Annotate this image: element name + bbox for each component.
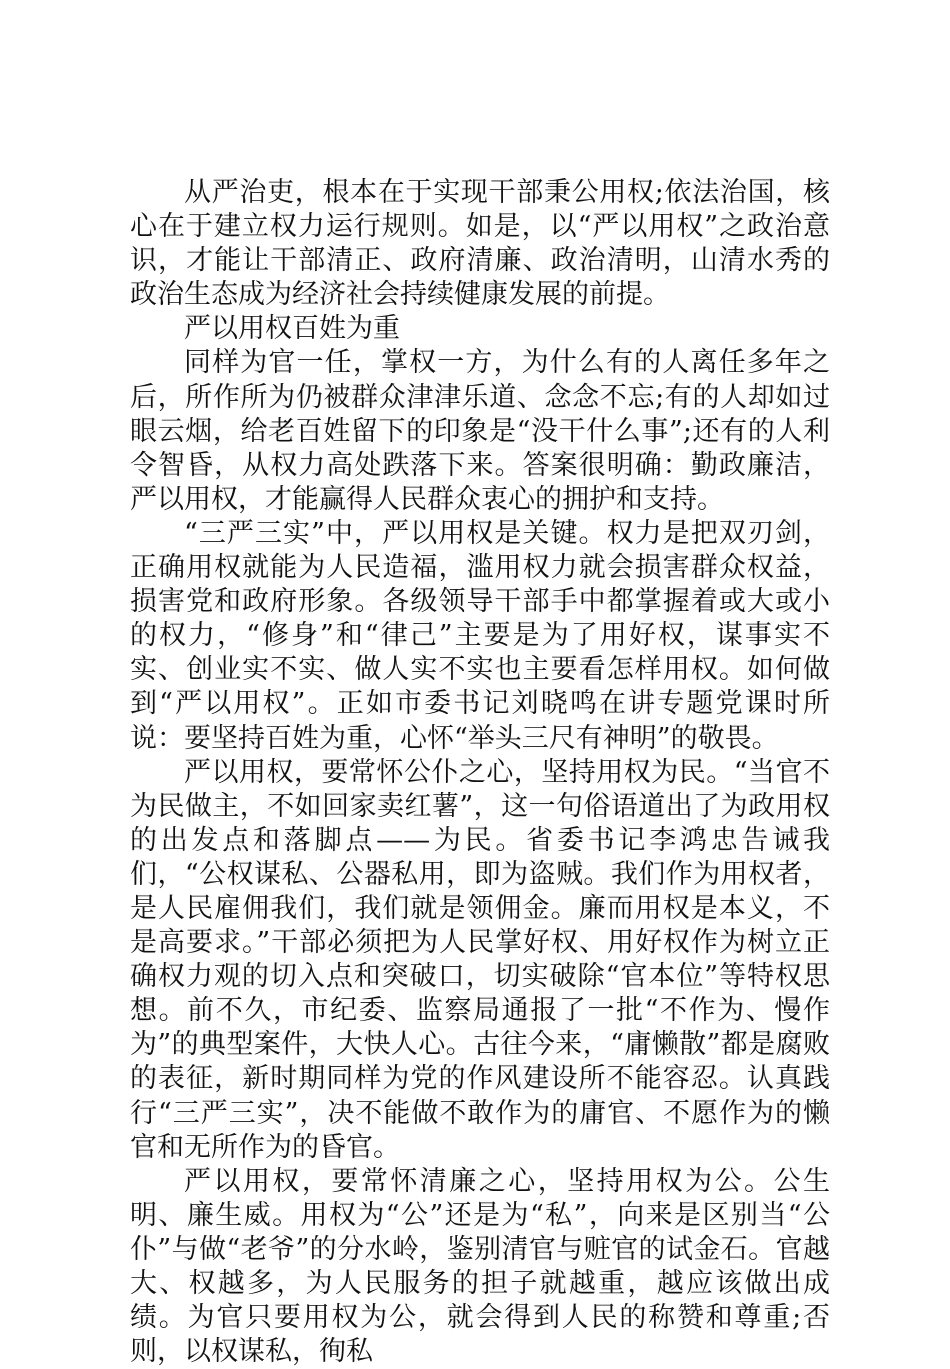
paragraph-intro: 从严治吏，根本在于实现干部秉公用权;依法治国，核心在于建立权力运行规则。如是，以“严以用权”之政治意识，才能让干部清正、政府清廉、政治清明，山清水秀的政治生态成为经济社会持续健康发展的前提。: [130, 177, 830, 311]
document-body: [130, 176, 830, 1369]
paragraph-serve-people: 严以用权，要常怀公仆之心，坚持用权为民。“当官不为民做主，不如回家卖红薯”，这一句俗语道出了为政用权的出发点和落脚点——为民。省委书记李鸿忠告诫我们，“公权谋私、公器私用，即为盗贼。我们作为用权者，是人民雇佣我们，我们就是领佣金。廉而用权是本义，不是高要求。”干部必须把为人民掌好权、用好权作为树立正确权力观的切入点和突破口，切实破除“官本位”等特权思想。前不久，市纪委、监察局通报了一批“不作为、慢作为”的典型案件，大快人心。古往今来，“庸懒散”都是腐败的表征，新时期同样为党的作风建设所不能容忍。认真践行“三严三实”，决不能做不敢作为的庸官、不愿作为的懒官和无所作为的昏官。: [130, 756, 830, 1163]
paragraph-integrity: 严以用权，要常怀清廉之心，坚持用权为公。公生明、廉生威。用权为“公”还是为“私”，向来是区别当“公仆”与做“老爷”的分水岭，鉴别清官与赃官的试金石。官越大、权越多，为人民服务的担子就越重，越应该做出成绩。为官只要用权为公，就会得到人民的称赞和尊重;否则，以权谋私，徇私: [130, 1165, 830, 1368]
section-heading: 严以用权百姓为重: [184, 313, 400, 345]
paragraph-three-stricts: “三严三实”中，严以用权是关键。权力是把双刃剑，正确用权就能为人民造福，滥用权力就会损害群众权益，损害党和政府形象。各级领导干部手中都掌握着或大或小的权力，“修身”和“律己”主要是为了用好权，谋事实不实、创业实不实、做人实不实也主要看怎样用权。如何做到“严以用权”。正如市委书记刘晓鸣在讲专题党课时所说：要坚持百姓为重，心怀“举头三尺有神明”的敬畏。: [130, 517, 830, 754]
paragraph-why-remembered: 同样为官一任，掌权一方，为什么有的人离任多年之后，所作所为仍被群众津津乐道、念念不忘;有的人却如过眼云烟，给老百姓留下的印象是“没干什么事”;还有的人利令智昏，从权力高处跌落下来。答案很明确：勤政廉洁，严以用权，才能赢得人民群众衷心的拥护和支持。: [130, 347, 830, 515]
